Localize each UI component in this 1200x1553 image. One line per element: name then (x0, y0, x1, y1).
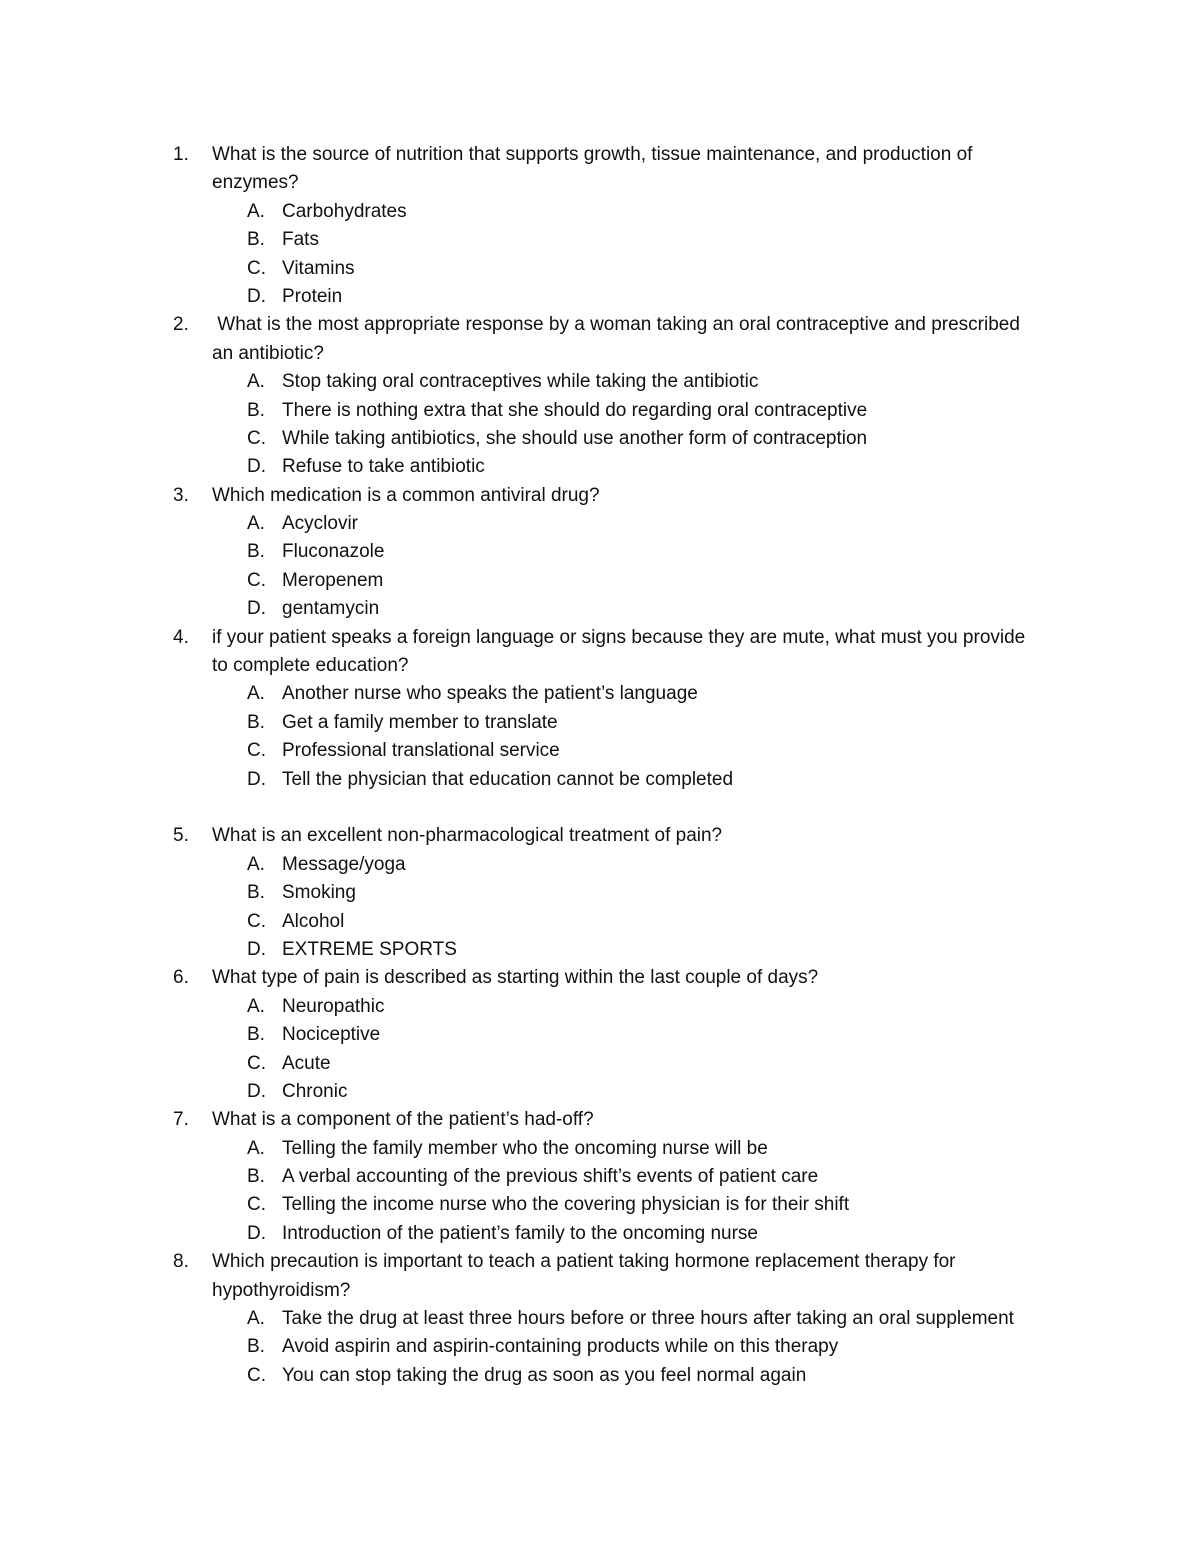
option-letter: C. (247, 910, 266, 932)
question-number: 2. (173, 314, 189, 336)
option-item (0, 283, 1200, 311)
option-letter: A. (247, 513, 265, 535)
option-item (0, 680, 1200, 708)
option-letter: B. (247, 1024, 265, 1046)
option-item (0, 567, 1200, 595)
option-letter: C. (247, 1052, 266, 1074)
option-text: Avoid aspirin and aspirin-containing products while on this therapy (282, 1336, 839, 1358)
question-number: 3. (173, 484, 189, 506)
option-letter: B. (247, 541, 265, 563)
question-text-line (0, 311, 1072, 339)
option-letter: A. (247, 1308, 265, 1330)
question-4 (0, 624, 1200, 794)
question-text: to complete education? (212, 655, 409, 677)
option-text: Refuse to take antibiotic (282, 456, 485, 478)
question-text: Which precaution is important to teach a patient taking hormone replacement therapy for (212, 1251, 956, 1273)
option-item (0, 1163, 1200, 1191)
question-text: enzymes? (212, 172, 299, 194)
option-letter: A. (247, 995, 265, 1017)
option-text: Get a family member to translate (282, 711, 558, 733)
option-item (0, 737, 1200, 765)
option-letter: B. (247, 399, 265, 421)
option-text: Telling the income nurse who the covering physician is for their shift (282, 1194, 850, 1216)
option-item (0, 510, 1200, 538)
option-text: Smoking (282, 882, 356, 904)
question-text-line (0, 1248, 1072, 1276)
option-letter: C. (247, 1194, 266, 1216)
question-text-line (0, 624, 1072, 652)
question-text: What is the most appropriate response by a woman taking an oral contraceptive and prescribed (212, 314, 1020, 336)
question-number: 6. (173, 967, 189, 989)
option-letter: B. (247, 229, 265, 251)
option-item (0, 908, 1200, 936)
question-text-line (0, 482, 1072, 510)
option-item (0, 993, 1200, 1021)
option-letter: D. (247, 938, 266, 960)
option-text: Protein (282, 285, 343, 307)
question-text-line (0, 1277, 1072, 1305)
option-text: Introduction of the patient’s family to the oncoming nurse (282, 1222, 758, 1244)
question-text: Which medication is a common antiviral drug? (212, 484, 600, 506)
option-item (0, 936, 1200, 964)
option-letter: B. (247, 882, 265, 904)
option-letter: B. (247, 711, 265, 733)
option-item (0, 453, 1200, 481)
option-letter: A. (247, 683, 265, 705)
option-text: Take the drug at least three hours before or three hours after taking an oral supplement (282, 1308, 1014, 1330)
option-text: Carbohydrates (282, 200, 407, 222)
question-text: What type of pain is described as starting within the last couple of days? (212, 967, 819, 989)
option-item (0, 255, 1200, 283)
option-text: You can stop taking the drug as soon as you feel normal again (282, 1364, 807, 1386)
option-letter: C. (247, 257, 266, 279)
option-letter: C. (247, 427, 266, 449)
option-letter: C. (247, 740, 266, 762)
option-text: Neuropathic (282, 995, 385, 1017)
option-letter: A. (247, 371, 265, 393)
option-text: A verbal accounting of the previous shift’s events of patient care (282, 1166, 819, 1188)
question-text: What is the source of nutrition that supports growth, tissue maintenance, and production of (212, 144, 973, 165)
option-item (0, 709, 1200, 737)
option-item (0, 397, 1200, 425)
question-text-line (0, 964, 1072, 992)
option-item (0, 851, 1200, 879)
option-letter: A. (247, 200, 265, 222)
option-letter: D. (247, 1222, 266, 1244)
question-list (0, 141, 1200, 1390)
option-letter: B. (247, 1166, 265, 1188)
option-text: Chronic (282, 1080, 348, 1102)
option-letter: D. (247, 1080, 266, 1102)
question-text-line (0, 822, 1072, 850)
question-text: if your patient speaks a foreign language or signs because they are mute, what must you provide (212, 626, 1026, 648)
option-text: Nociceptive (282, 1024, 381, 1046)
option-letter: A. (247, 1137, 265, 1159)
option-item (0, 1021, 1200, 1049)
option-text: Another nurse who speaks the patient’s language (282, 683, 698, 705)
option-text: Alcohol (282, 910, 345, 932)
question-text-line (0, 1106, 1072, 1134)
option-letter: D. (247, 456, 266, 478)
question-text-line (0, 169, 1072, 197)
option-letter: A. (247, 853, 265, 875)
question-number: 8. (173, 1251, 189, 1273)
question-number: 1. (173, 144, 189, 165)
option-letter: D. (247, 768, 266, 790)
option-item (0, 368, 1200, 396)
option-text: Acyclovir (282, 513, 359, 535)
option-text: Message/yoga (282, 853, 406, 875)
question-text: hypothyroidism? (212, 1279, 351, 1301)
option-item (0, 595, 1200, 623)
option-item (0, 1078, 1200, 1106)
option-text: Fluconazole (282, 541, 385, 563)
option-text: gentamycin (282, 598, 380, 620)
option-item (0, 198, 1200, 226)
option-item (0, 1220, 1200, 1248)
question-text-line (0, 141, 1072, 169)
question-text-line (0, 652, 1072, 680)
option-text: Telling the family member who the oncoming nurse will be (282, 1137, 768, 1159)
option-text: While taking antibiotics, she should use another form of contraception (282, 427, 868, 449)
option-letter: D. (247, 598, 266, 620)
option-item (0, 879, 1200, 907)
option-letter: D. (247, 285, 266, 307)
question-text: What is an excellent non-pharmacological treatment of pain? (212, 825, 723, 847)
question-6 (0, 964, 1200, 1106)
option-text: Professional translational service (282, 740, 560, 762)
option-text: Fats (282, 229, 319, 251)
option-item (0, 425, 1200, 453)
option-text: Meropenem (282, 569, 384, 591)
option-item (0, 1191, 1200, 1219)
option-text: Tell the physician that education cannot be completed (282, 768, 734, 790)
question-text: an antibiotic? (212, 342, 324, 364)
question-7 (0, 1106, 1200, 1248)
option-letter: B. (247, 1336, 265, 1358)
option-letter: C. (247, 1364, 266, 1386)
option-item (0, 1362, 1200, 1390)
question-3 (0, 482, 1200, 624)
question-number: 5. (173, 825, 189, 847)
option-item (0, 538, 1200, 566)
question-2 (0, 311, 1200, 481)
option-item (0, 766, 1200, 794)
question-number: 7. (173, 1109, 189, 1131)
question-5 (0, 822, 1200, 964)
option-text: There is nothing extra that she should do regarding oral contraceptive (282, 399, 868, 421)
option-item (0, 1305, 1200, 1333)
option-text: Vitamins (282, 257, 355, 279)
option-text: Acute (282, 1052, 331, 1074)
option-item (0, 1135, 1200, 1163)
question-text-line (0, 340, 1072, 368)
option-letter: C. (247, 569, 266, 591)
question-number: 4. (173, 626, 189, 648)
option-item (0, 1333, 1200, 1361)
option-text: EXTREME SPORTS (282, 938, 457, 960)
option-item (0, 1050, 1200, 1078)
question-text: What is a component of the patient’s had-off? (212, 1109, 594, 1131)
option-text: Stop taking oral contraceptives while taking the antibiotic (282, 371, 759, 393)
question-8 (0, 1248, 1200, 1390)
blank-line (0, 794, 1200, 822)
question-1 (0, 141, 1200, 311)
option-item (0, 226, 1200, 254)
